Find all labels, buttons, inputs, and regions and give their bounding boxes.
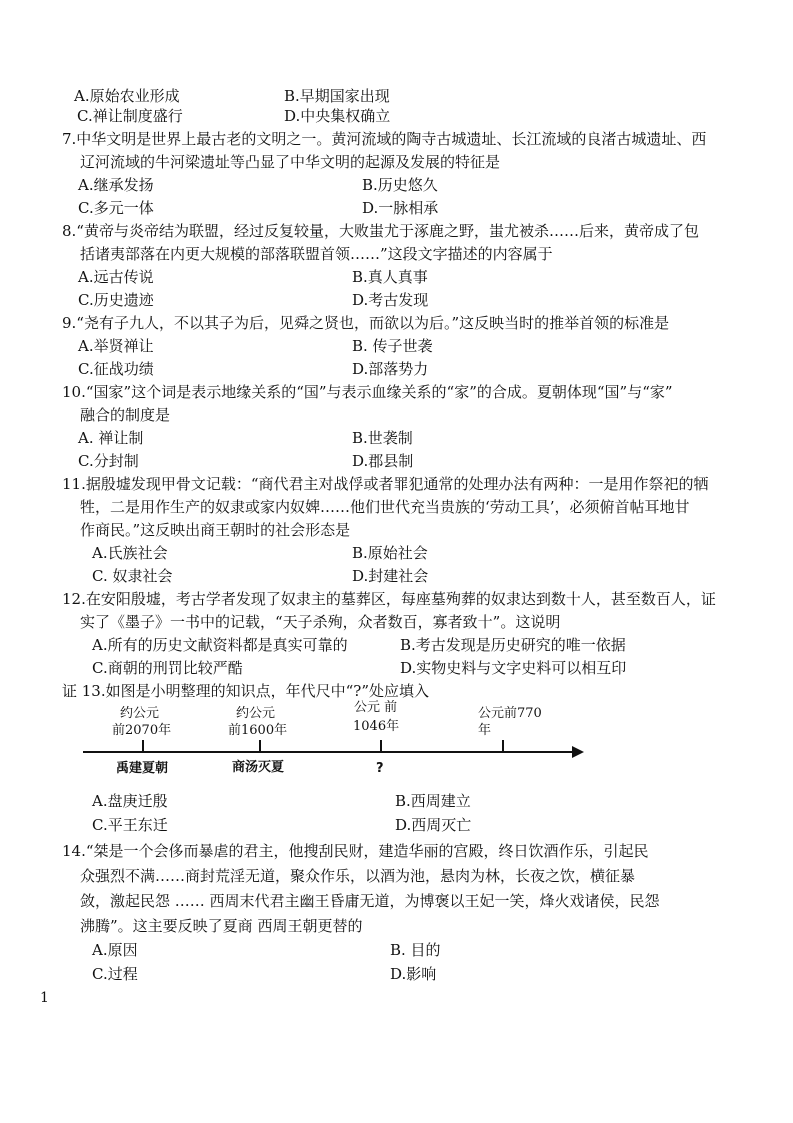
timeline-date-2-line-1: 约公元 (236, 706, 276, 721)
q12-option-b: B.考古发现是历史研究的唯一依据 (400, 636, 626, 654)
q12-stem-line-1: 12.在安阳殷墟，考古学者发现了奴隶主的墓葬区，每座墓殉葬的奴隶达到数十人，甚至数百人，证 (62, 590, 716, 608)
timeline-date-4-line-2: 年 (478, 723, 492, 738)
q7-option-d: D.一脉相承 (362, 199, 439, 217)
q6-option-c: C.禅让制度盛行 (77, 107, 183, 125)
timeline-date-1-line-1: 约公元 (120, 706, 160, 721)
q9-option-a: A.举贤禅让 (78, 337, 154, 355)
q8-option-c: C.历史遗迹 (78, 291, 154, 309)
q6-option-a: A.原始农业形成 (74, 87, 180, 105)
timeline-event-1: 禹建夏朝 (116, 761, 169, 776)
q14-option-d: D.影响 (390, 965, 437, 983)
q14-stem-line-3: 敛，激起民怨 …… 西周末代君主幽王昏庸无道，为博褒以王妃一笑，烽火戏诸侯，民怨 (80, 892, 660, 910)
q13-option-a: A.盘庚迁殷 (92, 792, 168, 810)
q6-option-b: B.早期国家出现 (284, 87, 390, 105)
q8-option-a: A.远古传说 (78, 268, 154, 286)
q10-option-c: C.分封制 (78, 452, 139, 470)
q7-option-b: B.历史悠久 (362, 176, 438, 194)
q9-option-b: B. 传子世袭 (352, 337, 433, 355)
q9-option-c: C.征战功绩 (78, 360, 154, 378)
q6-option-d: D.中央集权确立 (284, 107, 391, 125)
q14-option-b: B. 目的 (390, 941, 441, 959)
q9-option-d: D.部落势力 (352, 360, 429, 378)
q8-option-d: D.考古发现 (352, 291, 429, 309)
q14-option-c: C.过程 (92, 965, 138, 983)
timeline-date-4-line-1: 公元前770 (478, 706, 542, 721)
q10-option-b: B.世袭制 (352, 429, 413, 447)
q7-option-a: A.继承发扬 (78, 176, 154, 194)
q8-stem-line-2: 括诸夷部落在内更大规模的部落联盟首领……”这段文字描述的内容属于 (80, 245, 553, 263)
q12-option-c: C.商朝的刑罚比较严酷 (92, 659, 243, 677)
q12-option-a: A.所有的历史文献资料都是真实可靠的 (92, 636, 348, 654)
q14-option-a: A.原因 (92, 941, 138, 959)
q12-option-d: D.实物史料与文字史料可以相互印 (400, 659, 627, 677)
timeline-event-3: ? (376, 761, 384, 776)
q13-option-c: C.平王东迁 (92, 816, 168, 834)
q11-option-a: A.氏族社会 (92, 544, 168, 562)
q14-stem-line-4: 沸腾”。这主要反映了夏商 西周王朝更替的 (80, 917, 363, 935)
q10-stem-line-1: 10.“国家”这个词是表示地缘关系的“国”与表示血缘关系的“家”的合成。夏朝体现“国”与“家” (62, 383, 673, 401)
q12-stem-line-2: 实了《墨子》一书中的记载，“天子杀殉，众者数百，寡者致十”。这说明 (80, 613, 561, 631)
q8-option-b: B.真人真事 (352, 268, 428, 286)
q10-option-d: D.郡县制 (352, 452, 414, 470)
q7-stem-line-1: 7.中华文明是世界上最古老的文明之一。黄河流域的陶寺古城遗址、长江流域的良渚古城遗址、西 (62, 130, 707, 148)
q11-option-c: C. 奴隶社会 (92, 567, 173, 585)
timeline-date-3-line-2: 1046年 (353, 719, 400, 734)
page-number: 1 (40, 990, 49, 1006)
q14-stem-line-2: 众强烈不满……商封荒淫无道，聚众作乐，以酒为池，悬肉为林，长夜之饮，横征暴 (80, 867, 636, 885)
timeline-event-2: 商汤灭夏 (232, 760, 285, 775)
q13-option-d: D.西周灭亡 (395, 816, 472, 834)
q11-option-d: D.封建社会 (352, 567, 429, 585)
timeline-date-3-line-1: 公元 前 (354, 700, 398, 715)
q13-stem-line-1: 证 13.如图是小明整理的知识点，年代尺中“?”处应填入 (62, 682, 430, 700)
timeline-date-1-line-2: 前2070年 (112, 723, 172, 738)
q11-stem-line-1: 11.据殷墟发现甲骨文记载：“商代君主对战俘或者罪犯通常的处理办法有两种：一是用作祭祀的牺 (62, 475, 709, 493)
timeline-diagram (0, 700, 793, 790)
q7-stem-line-2: 辽河流域的牛河梁遗址等凸显了中华文明的起源及发展的特征是 (80, 153, 501, 171)
q9-stem-line-1: 9.“尧有子九人，不以其子为后，见舜之贤也，而欲以为后。”这反映当时的推举首领的标准是 (62, 314, 670, 332)
timeline-date-2-line-2: 前1600年 (228, 723, 288, 738)
q11-stem-line-3: 作商民。”这反映出商王朝时的社会形态是 (80, 521, 351, 539)
q10-option-a: A. 禅让制 (78, 429, 144, 447)
q11-option-b: B.原始社会 (352, 544, 428, 562)
timeline-arrow-icon (572, 746, 584, 758)
q14-stem-line-1: 14.“桀是一个会侈而暴虐的君主，他搜刮民财，建造华丽的宫殿，终日饮酒作乐，引起民 (62, 842, 649, 860)
q7-option-c: C.多元一体 (78, 199, 154, 217)
q11-stem-line-2: 牲，二是用作生产的奴隶或家内奴婢……他们世代充当贵族的‘劳动工具’，必须俯首帖耳地甘 (80, 498, 690, 516)
q8-stem-line-1: 8.“黄帝与炎帝结为联盟，经过反复较量，大败蚩尤于涿鹿之野，蚩尤被杀……后来，黄帝成了包 (62, 222, 699, 240)
q13-option-b: B.西周建立 (395, 792, 471, 810)
q10-stem-line-2: 融合的制度是 (80, 406, 171, 424)
